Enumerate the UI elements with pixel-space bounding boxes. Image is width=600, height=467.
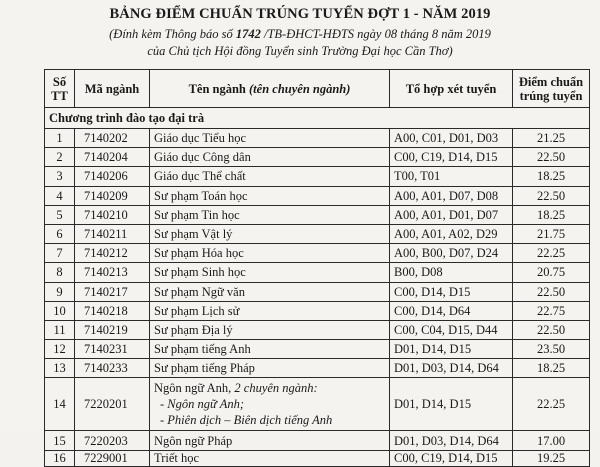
header-code: Mã ngành (75, 70, 150, 108)
cell-name-sub2: - Phiên dịch – Biên dịch tiếng Anh (160, 413, 333, 428)
cell-name: Ngôn ngữ Pháp (150, 431, 390, 450)
cell-code: 7140219 (75, 320, 150, 339)
table-row (45, 186, 590, 205)
table-row (45, 224, 590, 243)
header-name-main: Tên ngành (188, 81, 250, 96)
cell-name: Sư phạm Sinh học (150, 263, 390, 282)
cell-code: 7140209 (75, 186, 150, 205)
subtitle-prefix: (Đính kèm Thông báo số (109, 27, 236, 41)
cell-name: Sư phạm Vật lý (150, 224, 390, 243)
table-row (45, 450, 590, 466)
cell-stt: 3 (45, 167, 75, 186)
table-row (45, 282, 590, 301)
cell-combo: B00, D08 (390, 263, 513, 282)
table-row (45, 431, 590, 450)
header-stt: Số TT (45, 70, 75, 108)
table-body (45, 108, 590, 467)
cell-score: 19.25 (513, 450, 590, 466)
cell-code: 7140233 (75, 359, 150, 378)
header-combo: Tổ hợp xét tuyển (390, 70, 513, 108)
cell-code: 7140204 (75, 148, 150, 167)
table-header-row (45, 70, 590, 108)
cell-score: 22.75 (513, 301, 590, 320)
cell-combo: C00, C04, D15, D44 (390, 320, 513, 339)
cell-name: Sư phạm tiếng Pháp (150, 359, 390, 378)
cell-stt: 1 (45, 129, 75, 148)
cell-combo: D01, D14, D15 (390, 378, 513, 431)
cell-code: 7140211 (75, 224, 150, 243)
cell-combo: A00, A01, A02, D29 (390, 224, 513, 243)
cell-score: 21.25 (513, 129, 590, 148)
table-row (45, 340, 590, 359)
cell-score: 23.50 (513, 340, 590, 359)
cell-stt: 13 (45, 359, 75, 378)
cell-score: 22.25 (513, 378, 590, 431)
cell-combo: A00, B00, D07, D24 (390, 244, 513, 263)
cell-name-main-line (154, 380, 385, 396)
cell-stt: 12 (45, 340, 75, 359)
cell-score: 22.50 (513, 320, 590, 339)
cell-score: 22.25 (513, 244, 590, 263)
table-row (45, 244, 590, 263)
cell-score: 18.25 (513, 167, 590, 186)
cell-combo: D01, D03, D14, D64 (390, 431, 513, 450)
cell-score: 20.75 (513, 263, 590, 282)
cell-name: Sư phạm Hóa học (150, 244, 390, 263)
cell-score: 22.50 (513, 282, 590, 301)
cell-combo: C00, C19, D14, D15 (390, 148, 513, 167)
cell-score: 17.00 (513, 431, 590, 450)
table-row (45, 148, 590, 167)
cell-code: 7140231 (75, 340, 150, 359)
table-row (45, 301, 590, 320)
cell-code: 7140210 (75, 205, 150, 224)
cell-stt: 14 (45, 378, 75, 431)
table-row (45, 320, 590, 339)
scores-table (44, 69, 590, 467)
table-row (45, 359, 590, 378)
header-name-italic: (tên chuyên ngành) (249, 81, 351, 96)
cell-name: Giáo dục Tiểu học (150, 129, 390, 148)
cell-name: Sư phạm tiếng Anh (150, 340, 390, 359)
table-row (45, 378, 590, 431)
cell-code: 7220201 (75, 378, 150, 431)
cell-name: Sư phạm Lịch sử (150, 301, 390, 320)
cell-stt: 10 (45, 301, 75, 320)
cell-name-main-italic: 2 chuyên ngành: (234, 381, 318, 396)
cell-code: 7140218 (75, 301, 150, 320)
cell-code: 7140202 (75, 129, 150, 148)
cell-code: 7140217 (75, 282, 150, 301)
cell-combo: A00, C01, D01, D03 (390, 129, 513, 148)
cell-name: Sư phạm Toán học (150, 186, 390, 205)
cell-name: Triết học (150, 450, 390, 466)
cell-stt: 8 (45, 263, 75, 282)
cell-score: 18.25 (513, 205, 590, 224)
subtitle-suffix: /TB-ĐHCT-HĐTS ngày 08 tháng 8 năm 2019 (260, 27, 491, 41)
cell-stt: 4 (45, 186, 75, 205)
cell-stt: 16 (45, 450, 75, 466)
section-title: Chương trình đào tạo đại trà (45, 108, 590, 129)
cell-score: 22.50 (513, 148, 590, 167)
cell-stt: 9 (45, 282, 75, 301)
cell-score: 22.50 (513, 186, 590, 205)
cell-combo: C00, D14, D15 (390, 282, 513, 301)
header-name (150, 70, 390, 108)
notice-number: 1742 (235, 27, 261, 41)
cell-code: 7140213 (75, 263, 150, 282)
cell-stt: 15 (45, 431, 75, 450)
cell-combo: C00, D14, D64 (390, 301, 513, 320)
document-subtitle-line1 (0, 27, 600, 42)
cell-name (150, 378, 390, 431)
table-row (45, 263, 590, 282)
cell-stt: 2 (45, 148, 75, 167)
cell-name-main: Ngôn ngữ Anh, (154, 381, 235, 396)
cell-name: Sư phạm Địa lý (150, 320, 390, 339)
cell-name: Sư phạm Tin học (150, 205, 390, 224)
cell-combo: A00, A01, D01, D07 (390, 205, 513, 224)
cell-stt: 7 (45, 244, 75, 263)
cell-stt: 11 (45, 320, 75, 339)
cell-code: 7229001 (75, 450, 150, 466)
cell-combo: T00, T01 (390, 167, 513, 186)
cell-name: Giáo dục Công dân (150, 148, 390, 167)
cell-name-sub1: - Ngôn ngữ Anh; (160, 397, 245, 412)
cell-stt: 6 (45, 224, 75, 243)
table-row (45, 167, 590, 186)
cell-name: Giáo dục Thể chất (150, 167, 390, 186)
cell-code: 7140206 (75, 167, 150, 186)
cell-combo: D01, D14, D15 (390, 340, 513, 359)
document-subtitle-line2: của Chủ tịch Hội đồng Tuyển sinh Trường Đại học Cần Thơ) (147, 44, 453, 58)
cell-stt: 5 (45, 205, 75, 224)
table-row (45, 205, 590, 224)
section-row (45, 108, 590, 129)
cell-name: Sư phạm Ngữ văn (150, 282, 390, 301)
document-title: BẢNG ĐIỂM CHUẨN TRÚNG TUYỂN ĐỢT 1 - NĂM 2019 (109, 6, 491, 22)
header-score: Điểm chuẩn trúng tuyển (513, 70, 590, 108)
cell-score: 21.75 (513, 224, 590, 243)
cell-combo: A00, A01, D07, D08 (390, 186, 513, 205)
cell-combo: D01, D03, D14, D64 (390, 359, 513, 378)
cell-score: 18.25 (513, 359, 590, 378)
cell-code: 7220203 (75, 431, 150, 450)
cell-combo: C00, C19, D14, D15 (390, 450, 513, 466)
cell-code: 7140212 (75, 244, 150, 263)
table-row (45, 129, 590, 148)
